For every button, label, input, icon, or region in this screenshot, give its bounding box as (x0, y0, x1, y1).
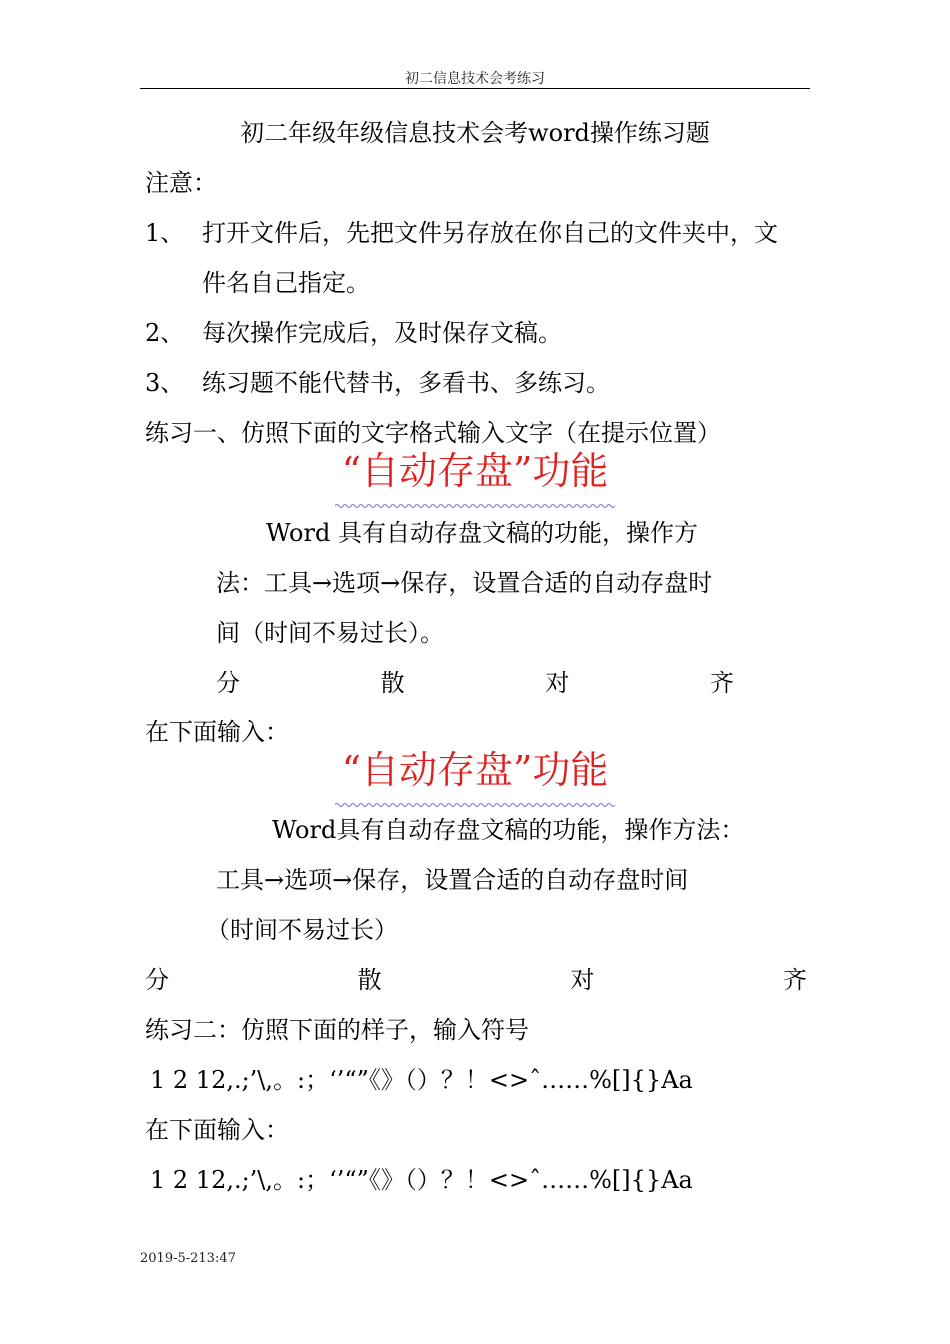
sample-paragraph-line-3: 间（时间不易过长）。 (216, 619, 444, 647)
sample-symbols: 1 2 12,.;’\,。:；‘’“”《》（）？！<>ˆ……%[]{}Aa (150, 1066, 693, 1094)
notice-item-2-number: 2、 (145, 319, 185, 347)
notice-item-1-number: 1、 (145, 219, 185, 247)
spread-char: 分 (145, 966, 169, 994)
exercise1-heading: 练习一、仿照下面的文字格式输入文字（在提示位置） (145, 419, 721, 447)
answer-red-title: “自动存盘”功能 (341, 748, 609, 792)
exercise2-input-label: 在下面输入： (145, 1116, 289, 1144)
sample-wavy-underline (335, 503, 617, 509)
sample-red-title: “自动存盘”功能 (341, 449, 609, 493)
answer-wavy-underline (335, 802, 617, 808)
notice-item-1-text: 打开文件后，先把文件另存放在你自己的文件夹中，文 (202, 219, 778, 247)
spread-char: 散 (357, 966, 382, 994)
answer-symbols: 1 2 12,.;’\,。:；‘’“”《》（）？！<>ˆ……%[]{}Aa (150, 1166, 693, 1194)
answer-distributed-line (145, 965, 807, 995)
document-title: 初二年级年级信息技术会考word操作练习题 (240, 119, 710, 147)
notice-item-3-number: 3、 (145, 369, 185, 397)
answer-paragraph-line-1: Word具有自动存盘文稿的功能，操作方法： (272, 816, 745, 844)
spread-char: 对 (545, 669, 570, 697)
exercise2-heading: 练习二：仿照下面的样子，输入符号 (145, 1016, 529, 1044)
answer-paragraph-line-2: 工具→选项→保存，设置合适的自动存盘时间 (216, 866, 689, 894)
notice-item-3-text: 练习题不能代替书，多看书、多练习。 (202, 369, 610, 397)
spread-char: 分 (216, 669, 240, 697)
footer-date: 2019-5-213:47 (140, 1251, 236, 1266)
sample-distributed-line (216, 668, 734, 698)
sample-paragraph-line-1: Word 具有自动存盘文稿的功能，操作方 (266, 519, 698, 547)
exercise1-input-label: 在下面输入： (145, 718, 289, 746)
notice-item-1-continuation: 件名自己指定。 (202, 269, 370, 297)
spread-char: 齐 (709, 669, 734, 697)
header-divider (140, 88, 810, 89)
notice-label: 注意： (145, 169, 217, 197)
answer-paragraph-line-3: （时间不易过长） (206, 916, 398, 944)
spread-char: 对 (570, 966, 595, 994)
notice-item-2-text: 每次操作完成后，及时保存文稿。 (202, 319, 562, 347)
spread-char: 齐 (782, 966, 807, 994)
page-header: 初二信息技术会考练习 (405, 71, 545, 87)
sample-paragraph-line-2: 法：工具→选项→保存，设置合适的自动存盘时 (216, 569, 713, 597)
spread-char: 散 (380, 669, 405, 697)
